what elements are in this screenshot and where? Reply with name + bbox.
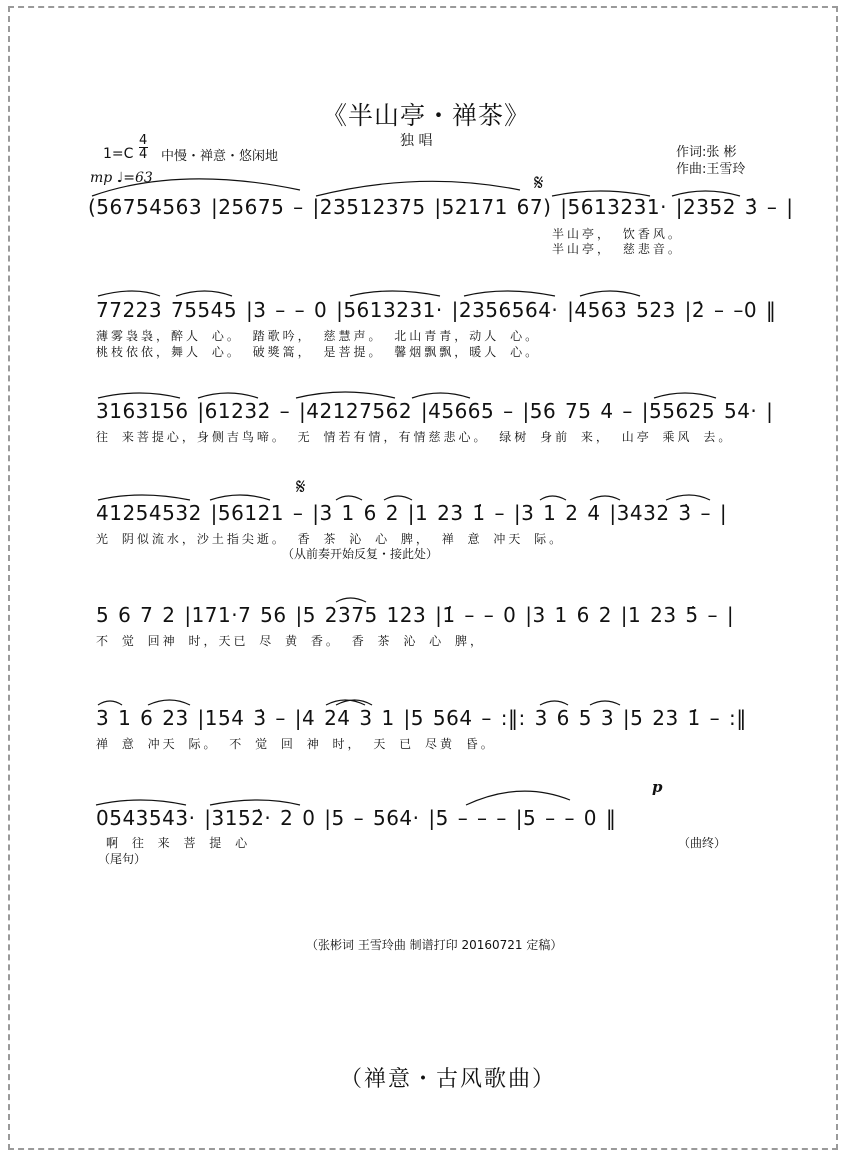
segno-icon: 𝄋: [534, 171, 544, 196]
composer-credit: 作曲:王雪玲: [676, 162, 746, 177]
coda-label: （尾句）: [98, 852, 147, 866]
score-footer: （张彬词 王雪玲曲 制谱打印 20160721 定稿）: [306, 938, 563, 952]
lyrics-system-2-verse-2: 桃枝依依，舞人 心。 破獎篙， 是菩提。 馨烟飘飘，暖人 心。: [96, 345, 541, 359]
score-title: 《半山亭・禅茶》: [322, 101, 531, 130]
notation-system-1: (56754563 |25675 – |23512375 |52171 67) |5613231· |2352 3̇ – |: [88, 195, 794, 219]
notation-system-5: 5 6 7 2 |171·7 56 |5 2375 123 |1̇ – – 0 |3 1 6 2 |1 23 5̇ – |: [96, 603, 735, 627]
lyrics-system-1-verse-1: 半山亭， 饮香风。: [552, 227, 683, 241]
segno-icon: 𝄋: [296, 475, 306, 500]
time-signature-bottom: 4: [139, 147, 148, 162]
lyrics-system-6: 禅 意 冲天 际。 不 觉 回 神 时， 天 已 尽黄 昏。: [96, 737, 496, 751]
dynamic-marking: p: [652, 778, 663, 796]
lyrics-system-3: 往 来菩提心，身侧吉鸟啼。 无 情若有情，有情慈悲心。 绿树 身前 来， 山亭 乘风 去。: [96, 430, 734, 444]
key-signature: 1=C: [103, 146, 134, 162]
lyrics-system-2-verse-1: 薄雾袅袅，醉人 心。 踏歌吟， 慈慧声。 北山青青，动人 心。: [96, 329, 541, 343]
genre-caption: （禅意・古风歌曲）: [340, 1067, 557, 1092]
tempo-marking: 中慢・禅意・悠闲地: [161, 149, 279, 164]
lyrics-system-1-verse-2: 半山亭， 慈悲音。: [552, 242, 683, 256]
performance-type: 独 唱: [400, 133, 433, 149]
lyrics-system-5: 不 觉 回神 时，天已 尽 黄 香。 香 茶 沁 心 脾，: [96, 634, 485, 648]
notation-system-2: 77223 75545 |3 – – 0 |5613231· |2356564· |4563 523 |2̇ – –0 ‖: [96, 298, 777, 322]
repeat-instruction: （从前奏开始反复・接此处）: [282, 547, 439, 561]
lyrics-system-7: 啊 往 来 菩 提 心: [106, 836, 251, 850]
notation-system-4: 41254532 |56121 – |3 1 6 2 |1 23 1̇ – |3 1 2 4 |3432 3̇ – |: [96, 501, 728, 525]
notation-system-6: 3 1 6 23 |154 3̇ – |4 24 3 1 |5 564 – :‖: 3 6 5 3 |5 23 1̇ – :‖: [96, 706, 747, 730]
lyricist-credit: 作词:张 彬: [676, 145, 737, 160]
notation-system-7: 0543543· |3152̇· 2 0 |5 – 564· |5 – – – |5 – – 0 ‖: [96, 806, 617, 830]
metronome-mark: mp ♩=63: [90, 170, 153, 186]
fine-label: （曲终）: [678, 836, 727, 850]
notation-system-3: 3163156 |61232̇ – |42127562 |45665 – |56 75 4 – |55625 54· |: [96, 399, 774, 423]
time-signature-top: 4: [139, 133, 148, 148]
lyrics-system-4: 光 阴似流水，沙土指尖逝。 香 茶 沁 心 脾， 禅 意 冲天 际。: [96, 532, 565, 546]
